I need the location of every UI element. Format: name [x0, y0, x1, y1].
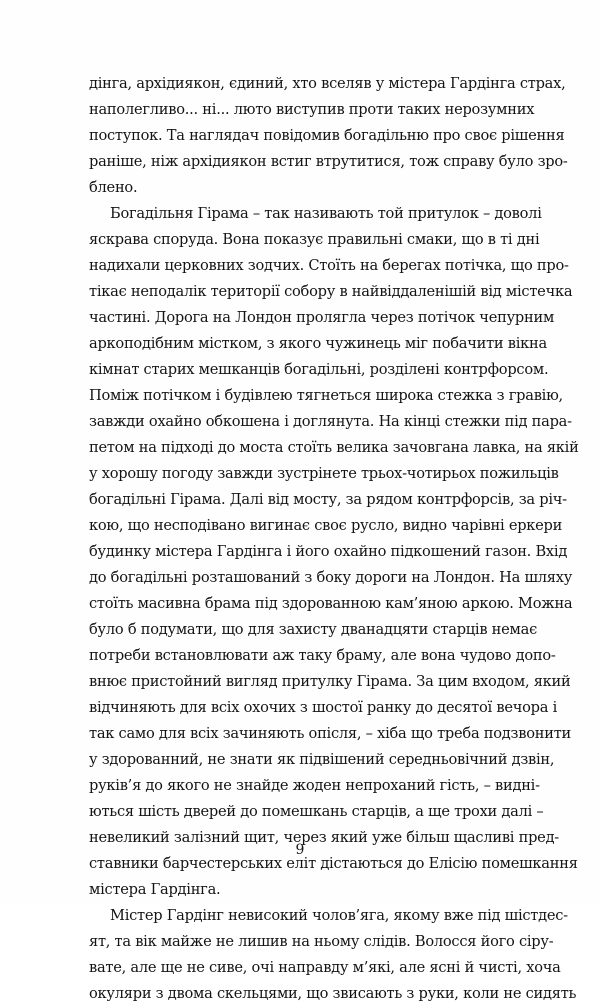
text-line: внює пристойний вигляд притулку Гірама. За цим входом, який [89, 673, 571, 690]
text-line: кою, що несподівано вигинає своє русло, видно чарівні еркери [89, 517, 563, 534]
text-line: поступок. Та наглядач повідомив богадільню про своє рішення [89, 127, 565, 144]
text-line: Містер Гардінг невисокий чолов’яга, якому вже під шістдес- [110, 907, 568, 924]
text-line: стоїть масивна брама під здорованною кам’яною аркою. Можна [89, 595, 573, 612]
text-line: до богадільні розташований з боку дороги на Лондон. На шляху [89, 569, 573, 586]
text-line: так само для всіх зачиняють опісля, – хіба що треба подзвонити [89, 725, 571, 742]
paragraph [89, 71, 568, 201]
page-number: 9 [295, 842, 305, 858]
text-line: Поміж потічком і будівлею тягнеться широка стежка з гравію, [89, 387, 563, 404]
text-line: у хорошу погоду завжди зустрінете трьох-чотирьох пожильців [89, 465, 559, 482]
text-line: ят, та вік майже не лишив на ньому слідів. Волосся його сіру- [89, 933, 554, 950]
text-line: завжди охайно обкошена і доглянута. На кінці стежки під пара- [89, 413, 572, 430]
text-line: потреби встановлювати аж таку браму, але вона чудово допо- [89, 647, 556, 664]
text-line: руків’я до якого не знайде жоден непроханий гість, – видні- [89, 777, 540, 794]
text-line: окуляри з двома скельцями, що звисають з руки, коли не сидять [89, 985, 577, 1002]
body-text [89, 71, 579, 1007]
text-line: будинку містера Гардінга і його охайно підкошений газон. Вхід [89, 543, 568, 560]
text-line: відчиняють для всіх охочих з шостої ранку до десятої вечора і [89, 699, 557, 716]
text-line: у здорованний, не знати як підвішений середньовічний дзвін, [89, 751, 555, 768]
text-line: петом на підході до моста стоїть велика зачовгана лавка, на якій [89, 439, 579, 456]
text-line: Богадільня Гірама – так називають той притулок – доволі [110, 205, 542, 222]
text-line: було б подумати, що для захисту дванадцяти старців немає [89, 621, 538, 638]
text-line: кімнат старих мешканців богадільні, розділені контрфорсом. [89, 361, 549, 378]
text-line: аркоподібним містком, з якого чужинець міг побачити вікна [89, 335, 547, 352]
text-line: невеликий залізний щит, через який уже більш щасливі пред- [89, 829, 559, 846]
text-line: дінга, архідиякон, єдиний, хто вселяв у містера Гардінга страх, [89, 75, 566, 92]
paragraph [89, 903, 577, 1007]
text-line: ставники барчестерських еліт дістаються до Елісію помешкання [89, 855, 578, 872]
text-line: раніше, ніж архідиякон встиг втрутитися, тож справу було зро- [89, 153, 568, 170]
text-line: богадільні Гірама. Далі від мосту, за рядом контрфорсів, за річ- [89, 491, 567, 508]
text-line: тікає неподалік території собору в найвіддаленішій від містечка [89, 283, 573, 300]
text-line: яскрава споруда. Вона показує правильні смаки, що в ті дні [89, 231, 540, 248]
paragraph [89, 201, 579, 903]
text-line: надихали церковних зодчих. Стоїть на берегах потічка, що про- [89, 257, 569, 274]
text-line: містера Гардінга. [89, 881, 221, 898]
text-line: наполегливо... ні... люто виступив проти таких нерозумних [89, 101, 535, 118]
text-line: частині. Дорога на Лондон пролягла через потічок чепурним [89, 309, 555, 326]
text-line: вате, але ще не сиве, очі направду м’які, але ясні й чисті, хоча [89, 959, 561, 976]
text-line: блено. [89, 179, 138, 196]
text-line: ються шість дверей до помешкань старців, а ще трохи далі – [89, 803, 544, 820]
